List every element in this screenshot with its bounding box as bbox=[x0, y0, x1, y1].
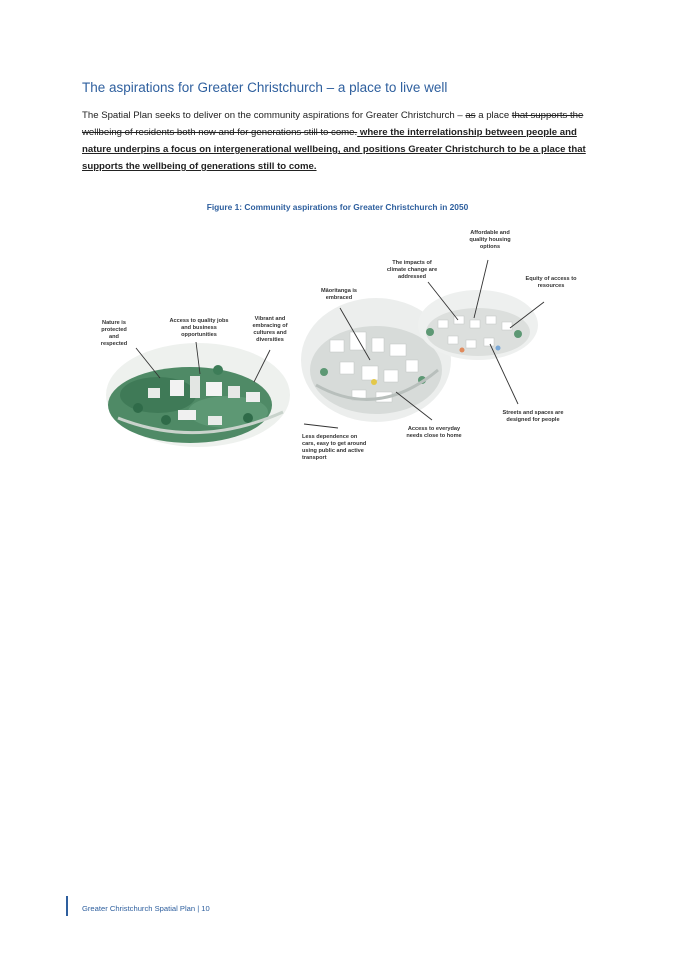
callout-maoritanga: Māoritanga is embraced bbox=[320, 288, 358, 301]
footer-accent-bar bbox=[66, 896, 68, 916]
callout-cultures: Vibrant and embracing of cultures and diversities bbox=[252, 316, 288, 343]
callout-cars: Less dependence on cars, easy to get around using public and active transport bbox=[302, 434, 367, 461]
paragraph-text: a place bbox=[475, 110, 512, 121]
paragraph-text: The Spatial Plan seeks to deliver on the community aspirations for Greater Christchurch – bbox=[82, 110, 466, 121]
intro-paragraph bbox=[82, 107, 592, 175]
callout-nature: Nature is protected and respected bbox=[100, 320, 128, 347]
community-aspirations-illustration bbox=[78, 220, 598, 485]
deleted-text: as bbox=[465, 110, 476, 121]
callout-equity: Equity of access to resources bbox=[525, 276, 577, 289]
callout-streets: Streets and spaces are designed for people bbox=[502, 410, 564, 423]
section-heading: The aspirations for Greater Christchurch – a place to live well bbox=[82, 80, 448, 95]
deleted-text: that supports the wellbeing of residents both now and for generations still to come. bbox=[82, 110, 584, 138]
figure-caption: Figure 1: Community aspirations for Greater Christchurch in 2050 bbox=[206, 202, 469, 212]
callout-everyday: Access to everyday needs close to home bbox=[406, 426, 462, 439]
callout-jobs: Access to quality jobs and business opportunities bbox=[169, 318, 229, 338]
inserted-text: where the interrelationship between people and nature underpins a focus on intergenerational wellbeing, and positions Greater Christchurch to be a place that supports the wellbeing of generations still to come. bbox=[82, 127, 586, 172]
callout-climate: The impacts of climate change are addressed bbox=[386, 260, 438, 280]
callout-housing: Affordable and quality housing options bbox=[469, 230, 511, 250]
page-footer: Greater Christchurch Spatial Plan | 10 bbox=[82, 904, 210, 913]
